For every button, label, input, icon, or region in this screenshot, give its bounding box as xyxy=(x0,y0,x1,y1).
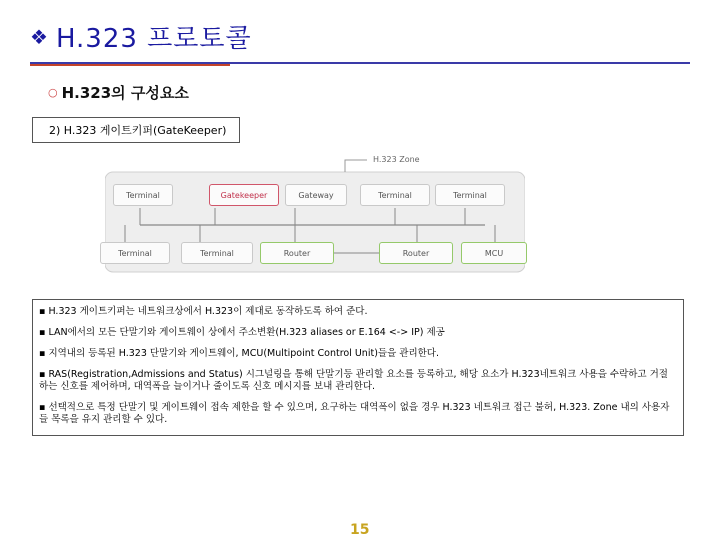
router-node: Router xyxy=(379,242,453,264)
section-heading xyxy=(48,82,189,103)
zone-bracket xyxy=(345,160,367,172)
gatekeeper-node: Gatekeeper xyxy=(209,184,279,206)
terminal-node: Terminal xyxy=(360,184,430,206)
mcu-node: MCU xyxy=(461,242,527,264)
bullet-text: ▪ 선택적으로 특정 단말기 및 게이트웨이 접속 제한을 할 수 있으며, 요구하는 대역폭이 없을 경우 H.323 네트워크 접근 불허, H.323. Zone 내의 사용자들 목록을 유지 관리할 수 있다. xyxy=(39,402,670,425)
gateway-node: Gateway xyxy=(285,184,347,206)
terminal-node: Terminal xyxy=(100,242,170,264)
diamond-bullet-icon: ❖ xyxy=(30,24,48,49)
bullet-text: ▪ 지역내의 등록된 H.323 단말기와 게이트웨이, MCU(Multipoint Control Unit)들을 관리한다. xyxy=(39,348,440,359)
zone-label: H.323 Zone xyxy=(373,155,420,164)
router-node: Router xyxy=(260,242,334,264)
page-number: 15 xyxy=(350,522,370,538)
terminal-node: Terminal xyxy=(435,184,505,206)
slide-title xyxy=(30,18,252,55)
bullet-text: ▪ H.323 게이트키퍼는 네트워크상에서 H.323이 제대로 동작하도록 하여 준다. xyxy=(39,306,368,317)
slide-title-text: H.323 프로토콜 xyxy=(55,24,252,54)
bullet-text: ▪ RAS(Registration,Admissions and Status) 시그널링을 통해 단말기등 관리할 요소를 등록하고, 해당 요소가 H.323네트워크 사용을 수락하고 거절하는 신호를 제어하며, 대역폭을 늘이거나 줄이도록 신호 메시지를 보내 관리한다. xyxy=(39,369,668,392)
description-box xyxy=(32,299,684,436)
bullet-text: ▪ LAN에서의 모든 단말기와 게이트웨이 상에서 주소변환(H.323 aliases or E.164 <-> IP) 제공 xyxy=(39,327,445,338)
terminal-node: Terminal xyxy=(113,184,173,206)
terminal-node: Terminal xyxy=(181,242,253,264)
circle-bullet-icon: ○ xyxy=(48,86,58,99)
gatekeeper-subheading: 2) H.323 게이트키퍼(GateKeeper) xyxy=(32,117,240,143)
h323-zone-diagram xyxy=(105,150,525,275)
section-heading-text: H.323의 구성요소 xyxy=(61,84,189,102)
title-underline-accent xyxy=(30,64,230,66)
